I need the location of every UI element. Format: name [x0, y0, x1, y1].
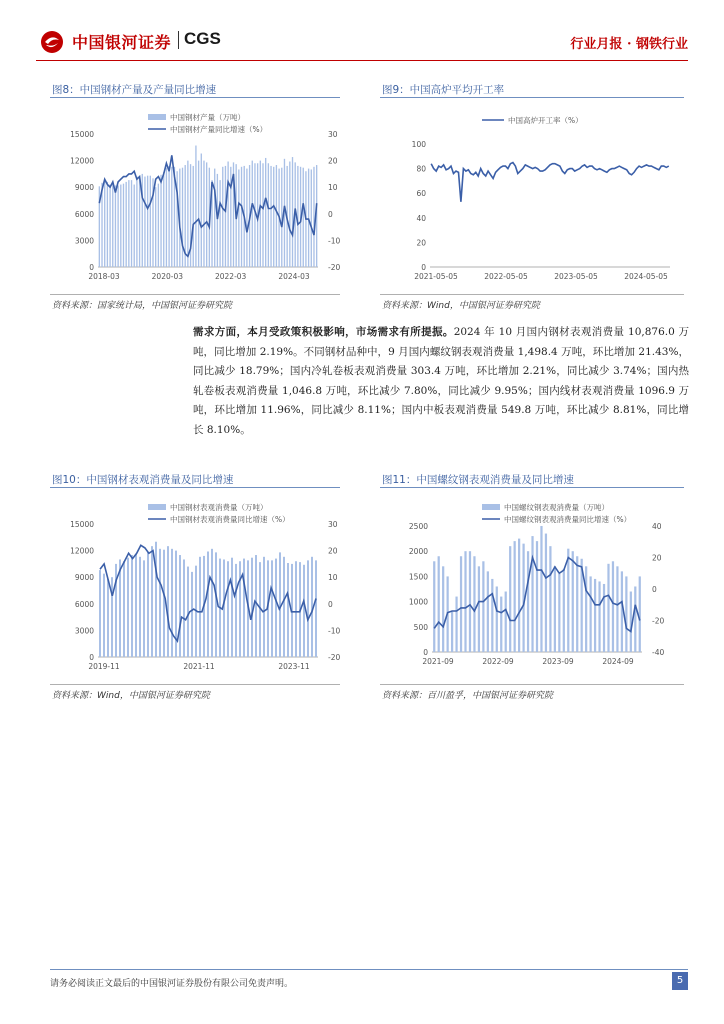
logo-text-cn: 中国银河证券	[72, 33, 172, 52]
bar-mark	[217, 174, 218, 267]
bar-mark	[307, 560, 309, 657]
bar-mark	[585, 566, 587, 652]
bar-mark	[558, 574, 560, 652]
bar-mark	[590, 576, 592, 652]
figure-title: 图10：中国钢材表观消费量及同比增速	[52, 474, 234, 486]
x-tick-label: 2018-03	[88, 272, 120, 281]
bar-mark	[123, 561, 125, 657]
bar-mark	[131, 555, 133, 657]
bar-mark	[295, 561, 297, 657]
bar-mark	[536, 541, 538, 652]
bar-mark	[531, 536, 533, 652]
bar-mark	[104, 181, 105, 267]
legend-swatch-bar	[148, 114, 166, 120]
bar-mark	[134, 185, 135, 267]
x-tick-label: 2023-11	[278, 662, 310, 671]
figure-title-rule	[50, 97, 340, 98]
bar-mark	[464, 551, 466, 652]
figure-source: 资料来源：国家统计局，中国银河证券研究院	[52, 301, 233, 311]
footer-divider	[50, 969, 688, 970]
bar-mark	[509, 546, 511, 652]
bar-mark	[191, 572, 193, 657]
y2-tick-label: 0	[652, 585, 657, 594]
bar-mark	[147, 176, 148, 267]
bar-mark	[268, 163, 269, 267]
bar-mark	[214, 169, 215, 267]
bar-mark	[639, 576, 641, 652]
legend-swatch-bar	[482, 504, 500, 510]
bar-mark	[246, 169, 247, 267]
bar-mark	[198, 161, 199, 267]
bar-mark	[235, 564, 237, 657]
bar-mark	[127, 558, 129, 657]
y-tick-label: 0	[421, 263, 426, 272]
bar-mark	[308, 169, 309, 267]
header-divider	[36, 60, 688, 61]
y2-tick-label: 0	[328, 599, 333, 609]
bar-mark	[252, 161, 253, 267]
bar-mark	[270, 166, 271, 267]
bar-mark	[150, 176, 151, 267]
y-tick-label: 9000	[74, 183, 94, 193]
figure-title: 图8：中国钢材产量及产量同比增速	[52, 84, 217, 96]
chart-blast-furnace-rate	[380, 102, 686, 292]
bar-mark	[227, 561, 229, 657]
bar-mark	[126, 182, 127, 267]
bar-mark	[313, 167, 314, 267]
bar-mark	[99, 570, 101, 657]
bar-mark	[168, 166, 169, 267]
bar-mark	[292, 157, 293, 267]
bar-mark	[563, 569, 565, 652]
y-tick-label: 1000	[408, 597, 428, 607]
bar-mark	[275, 559, 277, 657]
y-tick-label: 80	[416, 164, 426, 174]
bar-mark	[514, 541, 516, 652]
bar-mark	[166, 168, 167, 267]
bar-mark	[540, 526, 542, 652]
bar-mark	[496, 586, 498, 652]
logo-text-en: CGS	[184, 29, 221, 48]
galaxy-logo-icon	[40, 30, 64, 54]
bar-mark	[187, 161, 188, 267]
bar-mark	[487, 571, 489, 652]
bar-mark	[251, 558, 253, 657]
y-tick-label: 6000	[74, 209, 94, 219]
bar-mark	[607, 564, 609, 652]
bar-mark	[254, 163, 255, 267]
y-tick-label: 1500	[408, 572, 428, 582]
y2-tick-label: 20	[328, 156, 338, 166]
y2-tick-label: 20	[328, 546, 338, 556]
y-tick-label: 100	[411, 140, 426, 149]
y-tick-label: 2500	[408, 522, 428, 531]
bar-mark	[107, 579, 109, 657]
y2-tick-label: -10	[328, 236, 341, 246]
figure-bottom-rule	[50, 684, 340, 685]
page-header	[0, 0, 724, 64]
bar-mark	[241, 167, 242, 267]
bar-mark	[549, 546, 551, 652]
bar-mark	[179, 555, 181, 657]
bar-mark	[273, 167, 274, 267]
legend-label: 中国高炉开工率（%）	[508, 116, 583, 125]
bar-mark	[260, 161, 261, 267]
figure-source: 资料来源：Wind，中国银河证券研究院	[52, 691, 210, 701]
x-tick-label: 2022-09	[482, 657, 514, 666]
series-line	[431, 163, 669, 202]
bar-mark	[215, 552, 217, 657]
report-category: 行业月报 · 钢铁行业	[570, 37, 688, 52]
y2-tick-label: 30	[328, 130, 338, 139]
y-tick-label: 500	[413, 622, 428, 632]
x-tick-label: 2024-05-05	[624, 272, 668, 281]
bar-mark	[147, 552, 149, 657]
bar-mark	[128, 180, 129, 267]
bar-mark	[171, 549, 173, 657]
figure-title: 图11：中国螺纹钢表观消费量及同比增速	[382, 474, 574, 486]
figure-title-rule	[380, 97, 684, 98]
bar-mark	[554, 566, 556, 652]
y-tick-label: 6000	[74, 599, 94, 609]
bar-mark	[103, 574, 105, 657]
x-tick-label: 2024-09	[602, 657, 634, 666]
bar-mark	[455, 597, 457, 652]
bar-mark	[572, 551, 574, 652]
x-tick-label: 2023-09	[542, 657, 574, 666]
figure-bottom-rule	[50, 294, 340, 295]
x-tick-label: 2022-05-05	[484, 272, 528, 281]
footer-disclaimer: 请务必阅读正文最后的中国银河证券股份有限公司免责声明。	[50, 979, 294, 989]
bar-mark	[297, 166, 298, 267]
bar-mark	[239, 561, 241, 657]
logo-separator	[178, 31, 179, 49]
bar-mark	[276, 165, 277, 267]
bar-mark	[303, 565, 305, 657]
bar-mark	[159, 549, 161, 657]
bar-mark	[182, 168, 183, 267]
y2-tick-label: 40	[652, 522, 662, 531]
bar-mark	[289, 161, 290, 267]
bar-mark	[442, 566, 444, 652]
bar-mark	[545, 534, 547, 652]
bar-mark	[460, 556, 462, 652]
bar-mark	[438, 556, 440, 652]
legend-label: 中国钢材产量同比增速（%）	[170, 125, 268, 134]
bar-mark	[199, 557, 201, 657]
bar-mark	[193, 166, 194, 267]
bar-mark	[139, 177, 140, 267]
legend-label: 中国钢材产量（万吨）	[170, 113, 245, 122]
y-tick-label: 0	[89, 653, 94, 662]
bar-mark	[598, 581, 600, 652]
bar-mark	[594, 579, 596, 652]
figure-title-rule	[380, 487, 684, 488]
bar-mark	[612, 561, 614, 652]
bar-mark	[283, 557, 285, 657]
y-tick-label: 0	[89, 263, 94, 272]
y-tick-label: 15000	[70, 520, 94, 529]
bar-mark	[144, 177, 145, 267]
bar-mark	[505, 592, 507, 652]
x-tick-label: 2024-03	[278, 272, 310, 281]
bar-mark	[478, 566, 480, 652]
bar-mark	[203, 161, 204, 267]
bar-mark	[262, 163, 263, 267]
x-tick-label: 2022-03	[214, 272, 247, 281]
bar-mark	[139, 557, 141, 657]
bar-mark	[518, 539, 520, 652]
figure-bottom-rule	[380, 684, 684, 685]
y-tick-label: 40	[416, 213, 426, 223]
bar-mark	[271, 560, 273, 657]
bar-mark	[131, 180, 132, 267]
bar-mark	[120, 185, 121, 267]
bar-mark	[621, 571, 623, 652]
bar-mark	[265, 158, 266, 267]
legend-label: 中国钢材表观消费量（万吨）	[170, 503, 268, 512]
y2-tick-label: 0	[328, 209, 333, 219]
bar-mark	[183, 559, 185, 657]
bar-mark	[469, 551, 471, 652]
figure-bottom-rule	[380, 294, 684, 295]
y-tick-label: 3000	[74, 236, 94, 246]
bar-mark	[311, 169, 312, 267]
y2-tick-label: 30	[328, 520, 338, 529]
bar-mark	[109, 185, 110, 267]
x-tick-label: 2020-03	[151, 272, 184, 281]
y2-tick-label: -20	[328, 653, 341, 662]
bar-mark	[115, 185, 116, 267]
y-tick-label: 15000	[70, 130, 94, 139]
figure-source: 资料来源：百川盈孚，中国银河证券研究院	[382, 691, 554, 701]
bar-mark	[491, 579, 493, 652]
bar-mark	[171, 167, 172, 267]
bar-mark	[222, 167, 223, 267]
demand-paragraph	[193, 323, 689, 441]
bar-mark	[576, 556, 578, 652]
bar-mark	[527, 551, 529, 652]
figure-title-rule	[50, 487, 340, 488]
y-tick-label: 3000	[74, 626, 94, 636]
bar-mark	[143, 560, 145, 657]
chart-rebar-consumption	[380, 492, 686, 682]
bar-mark	[107, 182, 108, 267]
page-number: 5	[672, 972, 688, 990]
bar-mark	[201, 154, 202, 267]
y-tick-label: 12000	[70, 156, 94, 166]
bar-mark	[255, 555, 257, 657]
paragraph-lead: 需求方面，本月受政策积极影响，市场需求有所提振。	[193, 326, 454, 338]
y2-tick-label: 20	[652, 553, 662, 563]
y2-tick-label: -20	[328, 263, 341, 272]
bar-mark	[211, 549, 213, 657]
y2-tick-label: 10	[328, 183, 338, 193]
y-tick-label: 20	[416, 238, 426, 248]
chart-steel-output	[50, 102, 345, 292]
bar-mark	[160, 175, 161, 267]
bar-mark	[117, 185, 118, 267]
bar-mark	[187, 567, 189, 657]
bar-mark	[112, 185, 113, 267]
bar-mark	[238, 169, 239, 267]
bar-mark	[616, 566, 618, 652]
y-tick-label: 12000	[70, 546, 94, 556]
y-tick-label: 0	[423, 648, 428, 657]
legend-label: 中国螺纹钢表观消费量同比增速（%）	[504, 515, 632, 524]
legend-label: 中国钢材表观消费量同比增速（%）	[170, 515, 290, 524]
paragraph-text: 2024 年 10 月国内钢材表观消费量 10,876.0 万吨，同比增加 2.19%。不同钢材品种中，9 月国内螺纹钢表观消费量 1,498.4 万吨，环比增加 21.43%，同比减少 18.79%；国内冷轧卷板表观消费量 303.4 万吨，环比增加 2.21%，同比减少 3.74%；国内热轧卷板表观消费量 1,046.8 万吨，环比减少 7.80%，同比减少 9.95%；国内线材表观消费量 1096.9 万吨，环比增加 11.96%，同比减少 8.11%；国内中板表观消费量 549.8 万吨，环比减少 8.81%，同比增长 8.10%。	[193, 326, 690, 436]
x-tick-label: 2019-11	[88, 662, 120, 671]
bar-mark	[287, 563, 289, 657]
figure-source: 资料来源：Wind，中国银河证券研究院	[382, 301, 540, 311]
bar-mark	[123, 184, 124, 267]
figure-title: 图9：中国高炉平均开工率	[382, 84, 505, 96]
y-tick-label: 60	[416, 189, 426, 199]
bar-mark	[136, 177, 137, 267]
legend-swatch-bar	[148, 504, 166, 510]
legend-label: 中国螺纹钢表观消费量（万吨）	[504, 503, 609, 512]
y-tick-label: 9000	[74, 573, 94, 583]
bar-mark	[155, 542, 157, 657]
bar-mark	[243, 559, 245, 657]
y2-tick-label: -20	[652, 616, 665, 626]
y2-tick-label: -40	[652, 648, 665, 657]
y2-tick-label: -10	[328, 626, 341, 636]
bar-mark	[225, 166, 226, 267]
y-tick-label: 2000	[408, 547, 428, 557]
bar-mark	[634, 586, 636, 652]
bar-mark	[303, 168, 304, 267]
bar-mark	[158, 184, 159, 267]
bar-mark	[206, 162, 207, 267]
x-tick-label: 2021-09	[422, 657, 454, 666]
x-tick-label: 2021-11	[183, 662, 215, 671]
bar-mark	[155, 187, 156, 267]
bar-mark	[433, 561, 435, 652]
chart-apparent-consumption	[50, 492, 345, 682]
bar-mark	[167, 546, 169, 657]
bar-mark	[315, 560, 317, 657]
bar-mark	[603, 584, 605, 652]
bar-mark	[227, 161, 228, 267]
bar-mark	[451, 612, 453, 652]
bar-mark	[195, 146, 196, 267]
bar-mark	[473, 556, 475, 652]
bar-mark	[163, 172, 164, 267]
bar-mark	[263, 557, 265, 657]
bar-mark	[482, 561, 484, 652]
bar-mark	[207, 551, 209, 657]
bar-mark	[625, 576, 627, 652]
bar-mark	[135, 554, 137, 657]
x-tick-label: 2021-05-05	[414, 272, 458, 281]
bar-mark	[500, 597, 502, 652]
bar-mark	[567, 549, 569, 652]
x-tick-label: 2023-05-05	[554, 272, 598, 281]
bar-mark	[163, 550, 165, 657]
bar-mark	[219, 180, 220, 267]
bar-mark	[630, 592, 632, 652]
bar-mark	[151, 546, 153, 657]
y2-tick-label: 10	[328, 573, 338, 583]
bar-mark	[231, 558, 233, 657]
